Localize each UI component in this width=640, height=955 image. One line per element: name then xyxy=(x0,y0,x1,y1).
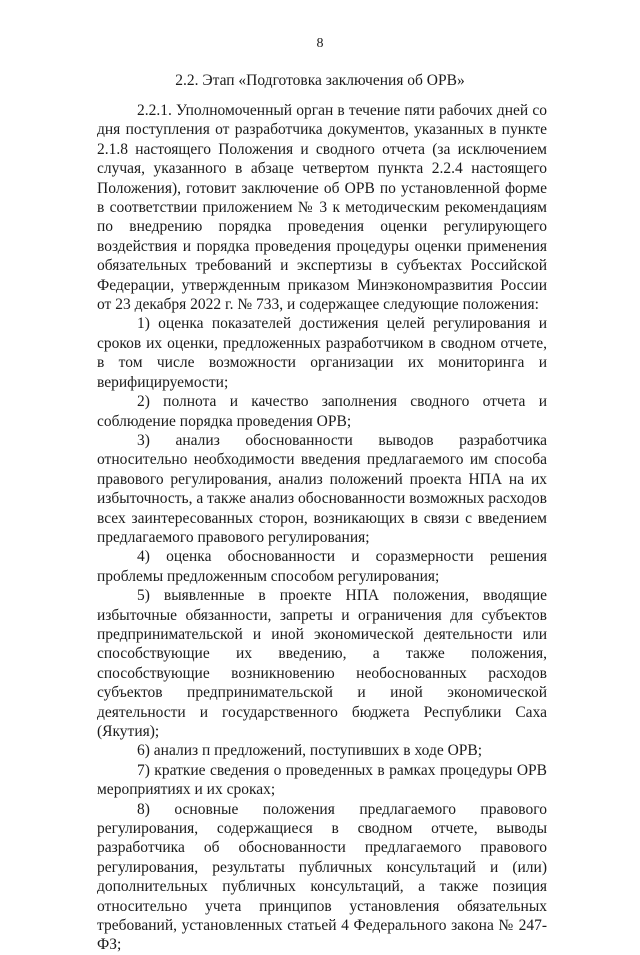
list-item: 5) выявленные в проекте НПА положения, вводящие избыточные обязанности, запреты и ограничения для субъектов предпринимательской и иной экономической деятельности или способствующие их введению, а также положения, способствующие возникновению необоснованных расходов субъектов предпринимательской и иной экономической деятельности и государственного бюджета Республики Саха (Якутия); xyxy=(97,587,547,740)
list-item: 4) оценка обоснованности и соразмерности решения проблемы предложенным способом регулирования; xyxy=(97,548,547,585)
list-item: 3) анализ обоснованности выводов разработчика относительно необходимости введения предлагаемого им способа правового регулирования, анализ положений проекта НПА на их избыточность, а также анализ обоснованности возможных расходов всех заинтересованных сторон, возникающих в связи с введением предлагаемого правового регулирования; xyxy=(97,431,547,546)
list-item: 8) основные положения предлагаемого правового регулирования, содержащиеся в сводном отчете, выводы разработчика об обоснованности предлагаемого правового регулирования, результаты публичных консультаций и (или) дополнительных публичных консультаций, а также позиция относительно учета принципов установления обязательных требований, установленных статьей 4 Федерального закона № 247-ФЗ; xyxy=(97,800,547,954)
list-item: 2) полнота и качество заполнения сводного отчета и соблюдение порядка проведения ОРВ; xyxy=(97,393,547,430)
list-item: 6) анализ п предложений, поступивших в ходе ОРВ; xyxy=(137,742,483,760)
document-body xyxy=(97,101,547,955)
section-heading: 2.2. Этап «Подготовка заключения об ОРВ» xyxy=(175,72,465,89)
intro-paragraph: 2.2.1. Уполномоченный орган в течение пяти рабочих дней со дня поступления от разработчика документов, указанных в пункте 2.1.8 настоящего Положения и сводного отчета (за исключением случая, указанного в абзаце четвертом пункта 2.2.4 настоящего Положения), готовит заключение об ОРВ по установленной форме в соответствии приложением № 3 к методическим рекомендациям по внедрению порядка проведения оценки регулирующего воздействия и порядка проведения процедуры оценки применения обязательных требований и экспертизы в субъектах Российской Федерации, утвержденным приказом Минэкономразвития России от 23 декабря 2022 г. № 733, и содержащее следующие положения: xyxy=(97,102,547,314)
list-item: 7) краткие сведения о проведенных в рамках процедуры ОРВ мероприятиях и их сроках; xyxy=(97,761,547,799)
page-number: 8 xyxy=(316,36,324,51)
list-item: 1) оценка показателей достижения целей регулирования и сроков их оценки, предложенных разработчиком в сводном отчете, в том числе возможности организации их мониторинга и верифицируемости; xyxy=(97,315,547,391)
